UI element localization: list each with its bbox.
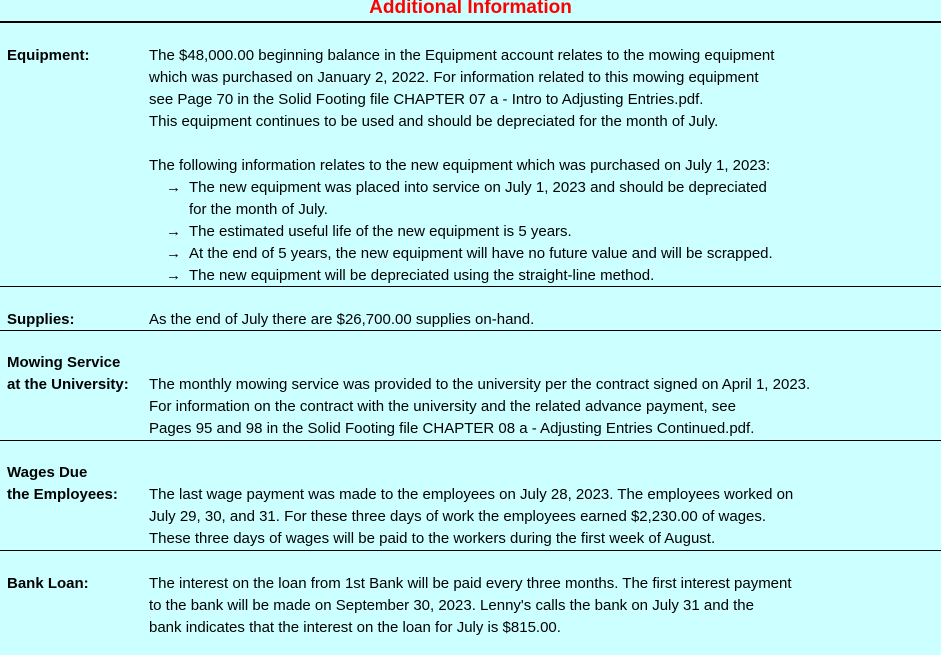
equipment-label: Equipment:	[7, 47, 90, 64]
bullet-item: The new equipment will be depreciated using the straight-line method.	[189, 267, 655, 284]
supplies-text: As the end of July there are $26,700.00 supplies on-hand.	[149, 311, 535, 328]
wages-text-line: July 29, 30, and 31. For these three days of work the employees earned $2,230.00 of wages.	[149, 508, 767, 525]
bullet-item: At the end of 5 years, the new equipment will have no future value and will be scrapped.	[189, 245, 773, 262]
wages-text-line: These three days of wages will be paid to the workers during the first week of August.	[149, 530, 716, 547]
title-divider	[0, 21, 941, 23]
section-divider	[0, 440, 941, 441]
equipment-paragraph-line: This equipment continues to be used and should be depreciated for the month of July.	[149, 113, 719, 130]
bullet-item: The estimated useful life of the new equipment is 5 years.	[189, 223, 572, 240]
loan-text-line: bank indicates that the interest on the loan for July is $815.00.	[149, 619, 561, 636]
mowing-label-line1: Mowing Service	[7, 354, 121, 371]
loan-label: Bank Loan:	[7, 575, 89, 592]
mowing-text-line: For information on the contract with the university and the related advance payment, see	[149, 398, 736, 415]
wages-text-line: The last wage payment was made to the employees on July 28, 2023. The employees worked on	[149, 486, 794, 503]
mowing-text-line: Pages 95 and 98 in the Solid Footing file CHAPTER 08 a - Adjusting Entries Continued.pdf.	[149, 420, 755, 437]
equipment-paragraph-line: which was purchased on January 2, 2022. For information related to this mowing equipment	[149, 69, 759, 86]
section-divider	[0, 330, 941, 331]
mowing-label-line2: at the University:	[7, 376, 129, 393]
bullet-item: The new equipment was placed into service on July 1, 2023 and should be depreciated	[189, 179, 767, 196]
loan-text-line: The interest on the loan from 1st Bank will be paid every three months. The first interest payment	[149, 575, 792, 592]
equipment-paragraph-line: see Page 70 in the Solid Footing file CHAPTER 07 a - Intro to Adjusting Entries.pdf.	[149, 91, 704, 108]
mowing-text-line: The monthly mowing service was provided to the university per the contract signed on April 1, 2023.	[149, 376, 811, 393]
arrow-right-icon: →	[166, 267, 181, 284]
page-title: Additional Information	[369, 0, 572, 18]
supplies-label: Supplies:	[7, 311, 75, 328]
arrow-right-icon: →	[166, 223, 181, 240]
bullet-item-continued: for the month of July.	[189, 201, 328, 218]
arrow-right-icon: →	[166, 179, 181, 196]
wages-label-line2: the Employees:	[7, 486, 118, 503]
section-divider	[0, 286, 941, 287]
section-divider	[0, 550, 941, 551]
equipment-paragraph-line: The $48,000.00 beginning balance in the Equipment account relates to the mowing equipment	[149, 47, 775, 64]
wages-label-line1: Wages Due	[7, 464, 88, 481]
arrow-right-icon: →	[166, 245, 181, 262]
new-equipment-intro: The following information relates to the new equipment which was purchased on July 1, 2023:	[149, 157, 771, 174]
loan-text-line: to the bank will be made on September 30, 2023. Lenny's calls the bank on July 31 and the	[149, 597, 754, 614]
